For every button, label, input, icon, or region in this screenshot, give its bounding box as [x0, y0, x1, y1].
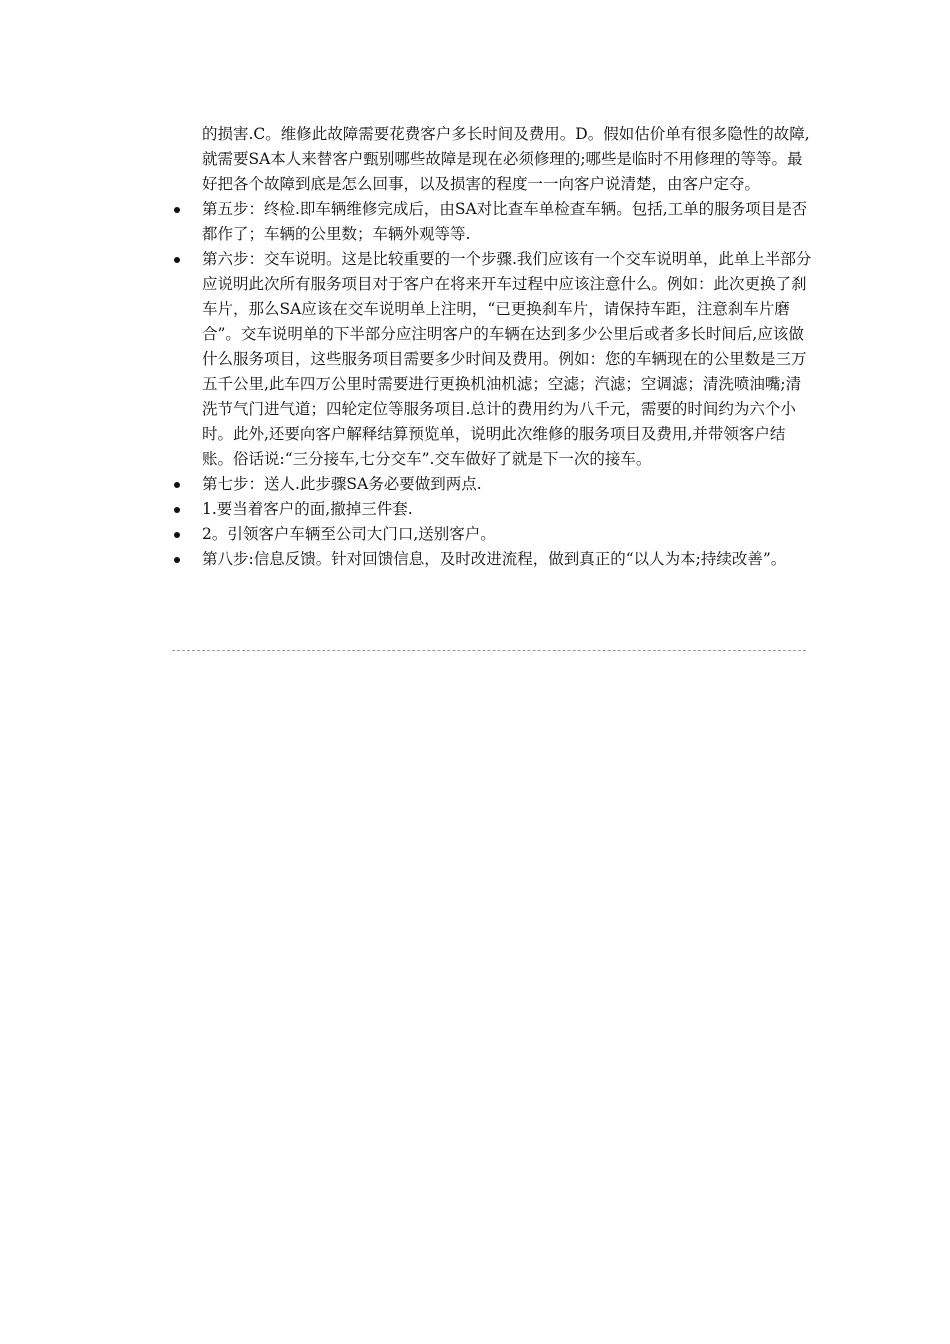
bullet-icon — [172, 547, 182, 572]
paragraph-continuation — [172, 122, 812, 197]
dashed-divider — [172, 650, 806, 651]
list-item-step-8 — [172, 547, 812, 572]
list-item-text: 1.要当着客户的面,撤掉三件套. — [202, 500, 413, 518]
list-item-step-5 — [172, 197, 812, 247]
paragraph-text: 的损害.C。维修此故障需要花费客户多长时间及费用。D。假如估价单有很多隐性的故障,就需要SA本人来替客户甄别哪些故障是现在必须修理的;哪些是临时不用修理的等等。最好把各个故障到底是怎么回事，以及损害的程度一一向客户说清楚，由客户定夺。 — [202, 125, 810, 193]
list-item-text: 2。引领客户车辆至公司大门口,送别客户。 — [202, 525, 496, 543]
list-item-text: 第五步：终检.即车辆维修完成后，由SA对比查车单检查车辆。包括,工单的服务项目是否都作了；车辆的公里数；车辆外观等等. — [202, 200, 808, 243]
bullet-icon — [172, 522, 182, 547]
list-item-text: 第七步：送人.此步骤SA务必要做到两点. — [202, 475, 482, 493]
list-item-step-7 — [172, 472, 812, 497]
document-body — [172, 122, 812, 572]
bullet-icon — [172, 197, 182, 222]
list-item-step-7-point-1 — [172, 497, 812, 522]
bullet-icon — [172, 472, 182, 497]
list-item-step-6 — [172, 247, 812, 472]
list-item-text: 第六步：交车说明。这是比较重要的一个步骤.我们应该有一个交车说明单，此单上半部分应说明此次所有服务项目对于客户在将来开车过程中应该注意什么。例如：此次更换了刹车片，那么SA应该在交车说明单上注明，“已更换刹车片，请保持车距，注意刹车片磨合”。交车说明单的下半部分应注明客户的车辆在达到多少公里后或者多长时间后,应该做什么服务项目，这些服务项目需要多少时间及费用。例如：您的车辆现在的公里数是三万五千公里,此车四万公里时需要进行更换机油机滤；空滤；汽滤；空调滤；清洗喷油嘴;清洗节气门进气道；四轮定位等服务项目.总计的费用约为八千元，需要的时间约为六个小时。此外,还要向客户解释结算预览单，说明此次维修的服务项目及费用,并带领客户结账。俗话说:“三分接车,七分交车”.交车做好了就是下一次的接车。 — [202, 250, 812, 468]
list-item-text: 第八步:信息反馈。针对回馈信息，及时改进流程，做到真正的“以人为本;持续改善”。 — [202, 550, 787, 568]
bullet-icon — [172, 497, 182, 522]
list-item-step-7-point-2 — [172, 522, 812, 547]
bullet-icon — [172, 247, 182, 272]
